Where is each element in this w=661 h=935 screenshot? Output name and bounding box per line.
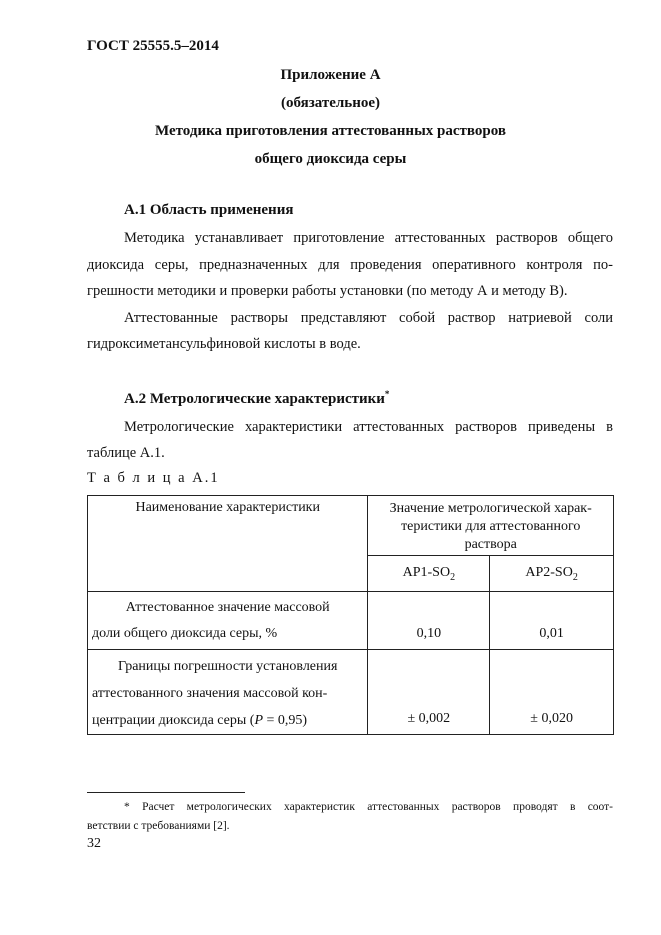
- section-2-heading-text: А.2 Метрологические характеристики: [124, 391, 385, 407]
- table-row: [88, 650, 614, 735]
- subheader-ap1-label: АР1-SO: [402, 564, 451, 580]
- row-2-line-3-text: центрации диоксида серы (: [92, 713, 255, 728]
- section-1-paragraph-1-line-1: Методика устанавливает приготовление аттестованных растворов общего: [124, 230, 613, 246]
- section-2-paragraph-line-1: Метрологические характеристики аттестованных растворов приведены в: [124, 419, 613, 435]
- row-1-value-ap2: 0,01: [490, 592, 614, 650]
- table-caption: Т а б л и ц а А.1: [87, 470, 220, 486]
- row-2-value-ap1: ± 0,002: [368, 650, 490, 735]
- row-2-line-3-value: = 0,95): [263, 713, 308, 728]
- row-1-characteristic: [88, 592, 368, 650]
- section-2-heading: [124, 389, 389, 408]
- header-value: [368, 496, 614, 556]
- section-1-heading: А.1 Область применения: [124, 202, 294, 218]
- footnote-text-1: Расчет метрологических характеристик аттестованных растворов проводят в соот-: [142, 801, 614, 813]
- row-2-line-2: аттестованного значения массовой кон-: [92, 686, 328, 701]
- subheader-ap2-index: 2: [572, 571, 578, 583]
- footnote-line-1: [124, 801, 613, 813]
- table-row: [88, 592, 614, 650]
- header-characteristic-label: Наименование характеристики: [135, 500, 320, 515]
- row-2-value-ap2: ± 0,020: [490, 650, 614, 735]
- table-header-row: [88, 496, 614, 556]
- subheader-ap2: [490, 556, 614, 592]
- section-2-paragraph-line-2: таблице А.1.: [87, 445, 165, 461]
- row-1-line-1: Аттестованное значение массовой: [125, 600, 330, 615]
- section-1-paragraph-1-line-3: грешности методики и проверки работы установки (по методу А и методу В).: [87, 283, 568, 299]
- footnote-reference-mark: *: [384, 389, 390, 399]
- appendix-name-line-2: общего диоксида серы: [254, 151, 407, 167]
- subheader-ap1: [368, 556, 490, 592]
- header-value-line-2: теристики для аттестованного: [401, 519, 581, 534]
- appendix-title: Приложение А: [280, 67, 381, 83]
- appendix-status: (обязательное): [280, 95, 381, 111]
- row-2-line-3-variable: Р: [254, 713, 264, 728]
- header-value-line-1: Значение метрологической харак-: [389, 501, 592, 516]
- footnote-separator: [87, 792, 245, 793]
- header-characteristic-name: [88, 496, 368, 592]
- footnote-mark: *: [124, 801, 130, 813]
- row-1-line-2: доли общего диоксида серы, %: [92, 626, 278, 641]
- metrology-table: [87, 495, 614, 735]
- appendix-name-line-1: Методика приготовления аттестованных растворов: [155, 123, 506, 139]
- row-2-characteristic: [88, 650, 368, 735]
- subheader-ap2-label: АР2-SO: [525, 564, 573, 580]
- section-1-paragraph-1-line-2: диоксида серы, предназначенных для проведения оперативного контроля по-: [87, 257, 613, 273]
- header-value-line-3: раствора: [464, 537, 517, 552]
- row-2-line-3: [92, 707, 363, 734]
- page-number: 32: [87, 836, 101, 851]
- section-1-paragraph-2-line-2: гидроксиметансульфиновой кислоты в воде.: [87, 336, 361, 352]
- footnote-line-2: ветствии с требованиями [2].: [87, 820, 230, 832]
- section-1-paragraph-2-line-1: Аттестованные растворы представляют собой раствор натриевой соли: [124, 310, 613, 326]
- row-1-value-ap1: 0,10: [368, 592, 490, 650]
- standard-number: ГОСТ 25555.5–2014: [87, 38, 219, 54]
- row-2-line-1: Границы погрешности установления: [117, 659, 338, 674]
- subheader-ap1-index: 2: [450, 571, 456, 583]
